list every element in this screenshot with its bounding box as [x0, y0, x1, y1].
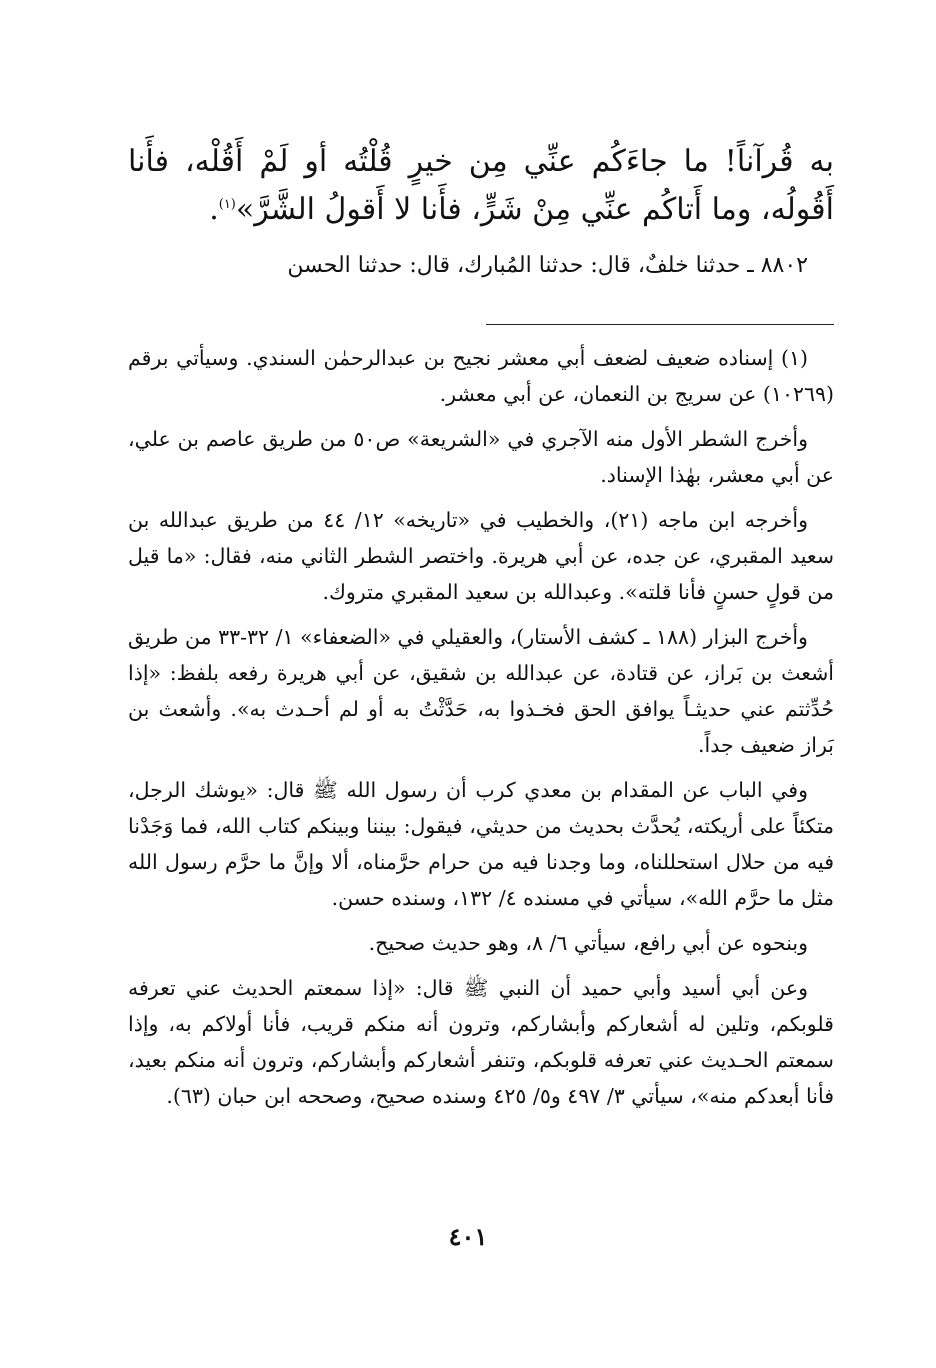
footnote-3: وأخرجه ابن ماجه (٢١)، والخطيب في «تاريخه» ١٢/ ٤٤ من طريق عبدالله بن سعيد المقبري، عن جده، عن أبي هريرة. واختصر الشطر الثاني منه، فقال: «ما قيل من قولٍ حسنٍ فأنا قلته». وعبدالله بن سعيد المقبري متروك.	[128, 508, 834, 604]
footnote-5: وفي الباب عن المقدام بن معدي كرب أن رسول الله ﷺ قال: «يوشك الرجل، متكئاً على أريكته، يُحدَّث بحديث من حديثي، فيقول: بيننا وبينكم كتاب الله، فما وَجَدْنا فيه من حلال استحللناه، وما وجدنا فيه من حرام حرَّمناه، ألا وإنَّ ما حرَّم رسول الله مثل ما حرَّم الله»، سيأتي في مسنده ٤/ ١٣٢، وسنده حسن.	[128, 778, 834, 910]
footnotes	[128, 340, 834, 1123]
footnote-4: وأخرج البزار (١٨٨ ـ كشف الأستار)، والعقيلي في «الضعفاء» ١/ ٣٢-٣٣ من طريق أشعث بن بَراز، عن قتادة، عن عبدالله بن شقيق، عن أبي هريرة رفعه بلفظ: «إذا حُدِّثتم عني حديثـاً يوافق الحق فخـذوا به، حَدَّثْتُ به أو لم أحـدث به». وأشعث بن بَراز ضعيف جداً.	[128, 625, 834, 757]
main-paragraph-end: .	[209, 192, 219, 227]
footnote-2: وأخرج الشطر الأول منه الآجري في «الشريعة» ص٥٠ من طريق عاصم بن علي، عن أبي معشر، بهٰذا الإسناد.	[128, 427, 834, 487]
footnote-marker: (١)	[218, 197, 236, 212]
main-paragraph	[128, 138, 834, 234]
footnote-6: وبنحوه عن أبي رافع، سيأتي ٦/ ٨، وهو حديث صحيح.	[368, 931, 808, 955]
footnote-1: (١) إسناده ضعيف لضعف أبي معشر نجيح بن عبدالرحمٰن السندي. وسيأتي برقم (١٠٢٦٩) عن سريج بن النعمان، عن أبي معشر.	[128, 346, 834, 406]
footnote-7: وعن أبي أسيد وأبي حميد أن النبي ﷺ قال: «إذا سمعتم الحديث عني تعرفه قلوبكم، وتلين له أشعاركم وأبشاركم، وترون أنه منكم قريب، فأنا أولاكم به، وإذا سمعتم الحـديث عني تعرفه قلوبكم، وتنفر أشعاركم وأبشاركم، وترون أنه منكم بعيد، فأنا أبعدكم منه»، سيأتي ٣/ ٤٩٧ و٥/ ٤٢٥ وسنده صحيح، وصححه ابن حبان (٦٣).	[128, 976, 834, 1108]
page-number: ٤٠١	[448, 1222, 488, 1251]
footnote-divider	[486, 324, 834, 325]
main-paragraph-text: به قُرآناً! ما جاءَكُم عنِّي مِن خيرٍ قُلْتُه أو لَمْ أَقُلْه، فأَنا أَقُولُه، وما أَتاكُم عنِّي مِنْ شَرٍّ، فأَنا لا أَقولُ الشَّرَّ»	[128, 144, 834, 227]
hadith-line: ٨٨٠٢ ـ حدثنا خلفٌ، قال: حدثنا المُبارك، قال: حدثنا الحسن	[287, 253, 808, 278]
main-text	[128, 138, 834, 284]
